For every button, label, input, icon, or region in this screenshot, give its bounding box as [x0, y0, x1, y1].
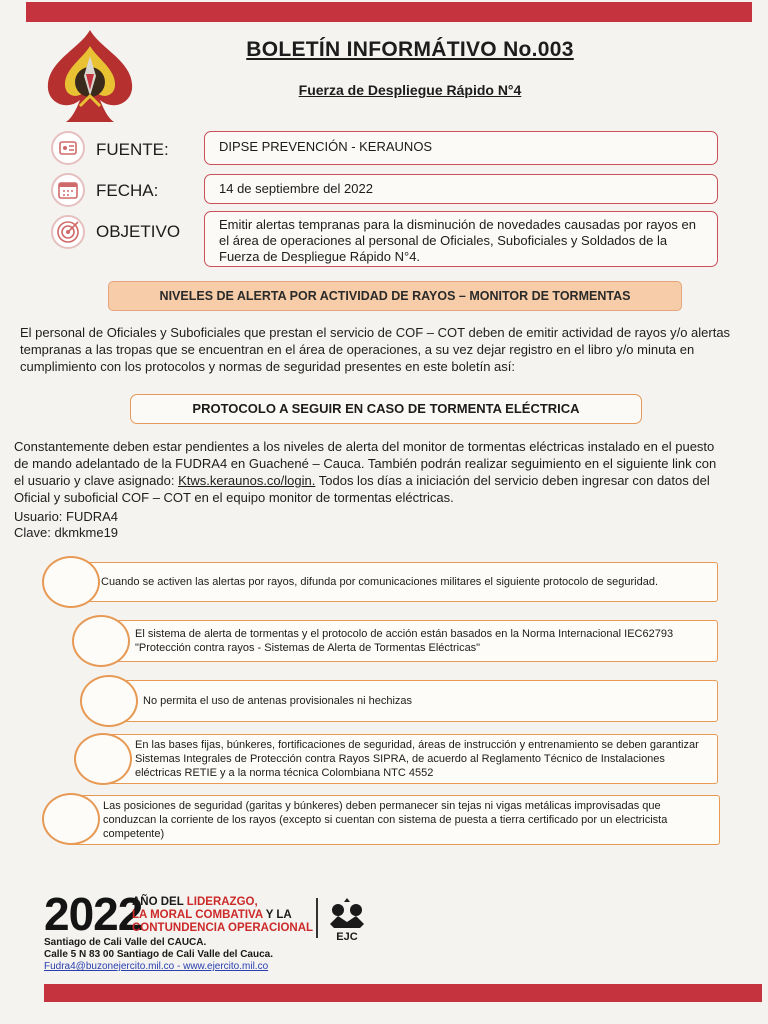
unit-spade-logo [36, 26, 144, 126]
step-box-1 [78, 562, 718, 602]
step-circle-4 [74, 733, 132, 785]
clave-text: Clave: dkmkme19 [14, 525, 119, 540]
step-circle-2 [72, 615, 130, 667]
footer-contact [44, 961, 268, 972]
step-circle-5 [42, 793, 100, 845]
emblem-text: EJC [336, 931, 358, 942]
army-emblem-icon [322, 896, 372, 942]
motto-line-1a: AÑO DEL [132, 896, 187, 908]
step-box-3 [110, 680, 718, 722]
step-box-2 [104, 620, 718, 662]
step-text-3: No permita el uso de antenas provisionales ni hechizas [143, 695, 413, 707]
footer-address-2: Calle 5 N 83 00 Santiago de Cali Valle del Cauca. [44, 949, 273, 960]
fuente-value: DIPSE PREVENCIÓN - KERAUNOS [204, 131, 718, 165]
bottom-red-bar [44, 984, 762, 1002]
step-circle-3 [80, 675, 138, 727]
fecha-value: 14 de septiembre del 2022 [204, 174, 718, 204]
unit-subtitle: Fuerza de Despliegue Rápido N°4 [298, 82, 522, 98]
intro-paragraph: El personal de Oficiales y Suboficiales que prestan el servicio de COF – COT deben de emitir actividad de rayos y/o alertas tempranas a las tropas que se encuentran en el área de operaciones, a su vez dejar registro en el libro y/o minuta en cumplimiento con los protocolos y normas de seguridad presentes en este boletín así: [20, 325, 731, 374]
step-circle-1 [42, 556, 100, 608]
fecha-label: FECHA: [96, 181, 159, 200]
step-text-2: El sistema de alerta de tormentas y el protocolo de acción están basados en la Norma Internacional IEC62793 "Protección contra rayos - Sistemas de Alerta de Tormentas Eléctricas" [135, 628, 674, 654]
footer-address-1: Santiago de Cali Valle del CAUCA. [44, 937, 207, 948]
motto-line-2a: LA MORAL COMBATIVA [132, 909, 263, 921]
alert-levels-heading: NIVELES DE ALERTA POR ACTIVIDAD DE RAYOS – MONITOR DE TORMENTAS [108, 281, 682, 311]
step-text-4: En las bases fijas, búnkeres, fortificaciones de seguridad, áreas de instrucción y entrenamiento se deben garantizar Sistemas Integrales de Protección contra Rayos SIPRA, de acuerdo al Reglamento Técnico de Instalaciones eléctricas RETIE y a la norma técnica Colombiana NTC 4552 [135, 739, 699, 779]
top-red-bar [26, 2, 752, 22]
step-box-4 [104, 734, 718, 784]
footer-motto [132, 896, 313, 935]
monitor-text-before: Constantemente deben estar pendientes a los niveles de alerta del monitor de tormentas eléctricas instalado en el puesto de mando adelantado de la FUDRA4 en Guachené – Cauca. También podrán realizar seguimiento en el siguiente link con el usuario y clave asignado: [14, 439, 717, 488]
motto-line-2b: Y LA [262, 909, 292, 921]
footer-separator [316, 898, 318, 938]
step-box-5 [70, 795, 720, 845]
step-text-5: Las posiciones de seguridad (garitas y búnkeres) deben permanecer sin tejas ni vigas metálicas improvisadas que conduzcan la corriente de los rayos (excepto si cuentan con sistema de puesta a tierra certificado por un electricista competente) [103, 800, 668, 840]
footer-year: 2022 [44, 888, 143, 940]
fuente-label: FUENTE: [96, 140, 169, 159]
motto-line-1b: LIDERAZGO, [186, 896, 258, 908]
footer-website-link[interactable]: www.ejercito.mil.co [183, 961, 269, 972]
step-text-1: Cuando se activen las alertas por rayos, difunda por comunicaciones militares el siguiente protocolo de seguridad. [101, 576, 659, 588]
keraunos-link[interactable]: Ktws.keraunos.co/login. [178, 473, 316, 488]
footer-email-link[interactable]: Fudra4@buzonejercito.mil.co [44, 961, 175, 972]
protocol-heading: PROTOCOLO A SEGUIR EN CASO DE TORMENTA ELÉCTRICA [130, 394, 642, 424]
source-icon [50, 130, 86, 166]
usuario-text: Usuario: FUDRA4 [14, 509, 119, 524]
target-icon [50, 214, 86, 250]
calendar-icon [50, 172, 86, 208]
bulletin-title: BOLETÍN INFORMÁTIVO No.003 [246, 38, 574, 61]
motto-line-3: CONTUNDENCIA OPERACIONAL [132, 922, 314, 934]
footer-contact-separator: - [174, 961, 184, 972]
objetivo-label: OBJETIVO [96, 222, 181, 241]
monitor-text-after: Todos los días a iniciación del servicio deben ingresar con datos del Oficial y suboficial COF – COT en el equipo monitor de tormentas eléctricas. [14, 473, 710, 505]
monitor-paragraph [14, 438, 726, 506]
objetivo-value: Emitir alertas tempranas para la disminución de novedades causadas por rayos en el área de operaciones al personal de Oficiales, Suboficiales y Soldados de la Fuerza de Despliegue Rápido N°4. [204, 211, 718, 267]
